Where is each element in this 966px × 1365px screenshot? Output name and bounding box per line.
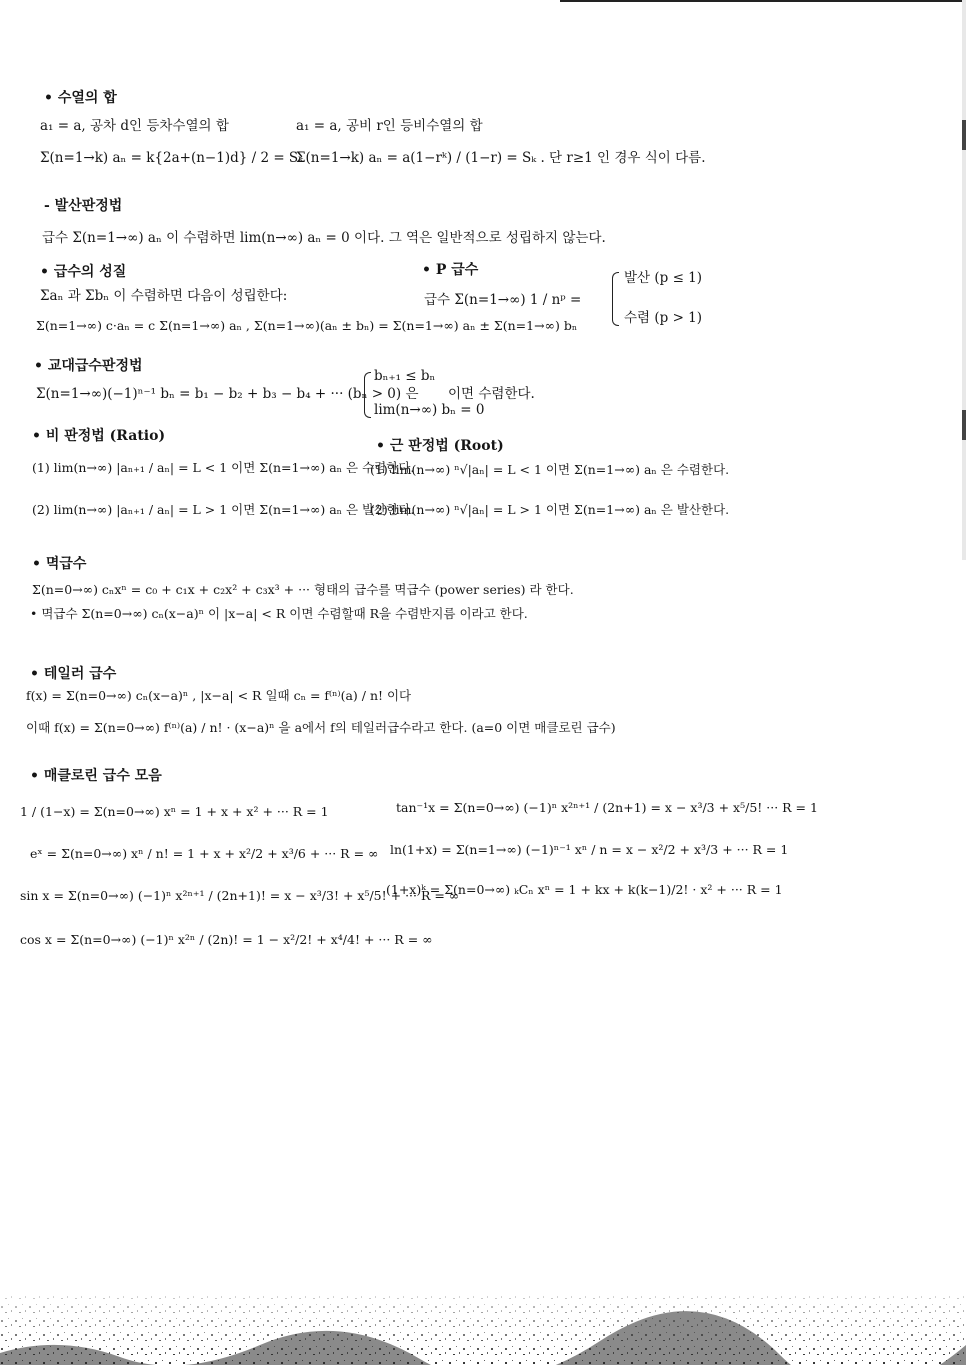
alternating-test-heading: • 교대급수판정법 <box>34 358 143 374</box>
alternating-test-conclusion: 이면 수렴한다. <box>448 386 535 402</box>
alternating-test-cond1: bₙ₊₁ ≤ bₙ <box>374 368 436 384</box>
series-properties-line1: Σaₙ 과 Σbₙ 이 수렴하면 다음이 성립한다: <box>40 288 288 304</box>
alternating-test-brace <box>364 372 371 418</box>
series-sum-heading: • 수열의 합 <box>44 90 117 106</box>
root-test-heading: • 근 판정법 (Root) <box>376 438 504 454</box>
ratio-test-heading: • 비 판정법 (Ratio) <box>32 428 166 444</box>
ratio-test-item2: (2) lim(n→∞) |aₙ₊₁ / aₙ| = L > 1 이면 Σ(n=1→∞) aₙ 은 발산한다. <box>32 502 415 517</box>
p-series-case-diverge: 발산 (p ≤ 1) <box>624 270 703 286</box>
series-properties-line2: Σ(n=1→∞) c·aₙ = c Σ(n=1→∞) aₙ , Σ(n=1→∞)(aₙ ± bₙ) = Σ(n=1→∞) aₙ ± Σ(n=1→∞) bₙ <box>36 318 578 333</box>
maclaurin-geometric: 1 / (1−x) = Σ(n=0→∞) xⁿ = 1 + x + x² + ··· R = 1 <box>20 804 329 819</box>
maclaurin-heading: • 매클로린 급수 모음 <box>30 768 162 784</box>
maclaurin-binomial: (1+x)ᵏ = Σ(n=0→∞) ₖCₙ xⁿ = 1 + kx + k(k−1)/2! · x² + ··· R = 1 <box>386 882 783 897</box>
maclaurin-ln: ln(1+x) = Σ(n=1→∞) (−1)ⁿ⁻¹ xⁿ / n = x − x²/2 + x³/3 + ··· R = 1 <box>390 842 789 857</box>
divergence-test-text: 급수 Σ(n=1→∞) aₙ 이 수렴하면 lim(n→∞) aₙ = 0 이다. 그 역은 일반적으로 성립하지 않는다. <box>42 230 606 246</box>
maclaurin-sin: sin x = Σ(n=0→∞) (−1)ⁿ x²ⁿ⁺¹ / (2n+1)! = x − x³/3! + x⁵/5! + ··· R = ∞ <box>20 888 460 903</box>
page-edge-shadow <box>962 0 966 560</box>
alternating-test-cond2: lim(n→∞) bₙ = 0 <box>374 402 485 418</box>
geo-series-formula: Σ(n=1→k) aₙ = a(1−rᵏ) / (1−r) = Sₖ . 단 r≥1 인 경우 식이 다름. <box>296 150 706 166</box>
top-edge-line <box>560 0 966 2</box>
p-series-case-converge: 수렴 (p > 1) <box>624 310 703 326</box>
maclaurin-cos: cos x = Σ(n=0→∞) (−1)ⁿ x²ⁿ / (2n)! = 1 − x²/2! + x⁴/4! + ··· R = ∞ <box>20 932 433 947</box>
arith-series-label: a₁ = a, 공차 d인 등차수열의 합 <box>40 118 229 134</box>
maclaurin-exp: eˣ = Σ(n=0→∞) xⁿ / n! = 1 + x + x²/2 + x³/6 + ··· R = ∞ <box>30 846 379 861</box>
arith-series-formula: Σ(n=1→k) aₙ = k{2a+(n−1)d} / 2 = Sₖ <box>40 150 304 166</box>
scan-noise-texture <box>0 1275 966 1365</box>
root-test-item2: (2) lim(n→∞) ⁿ√|aₙ| = L > 1 이면 Σ(n=1→∞) aₙ 은 발산한다. <box>370 502 730 517</box>
ratio-test-item1: (1) lim(n→∞) |aₙ₊₁ / aₙ| = L < 1 이면 Σ(n=1→∞) aₙ 은 수렴한다. <box>32 460 415 475</box>
taylor-series-line2: 이때 f(x) = Σ(n=0→∞) f⁽ⁿ⁾(a) / n! · (x−a)ⁿ 을 a에서 f의 테일러급수라고 한다. (a=0 이면 매클로린 급수) <box>26 720 616 735</box>
taylor-series-heading: • 테일러 급수 <box>30 666 117 682</box>
p-series-lhs: 급수 Σ(n=1→∞) 1 / nᵖ = <box>424 292 582 308</box>
taylor-series-line1: f(x) = Σ(n=0→∞) cₙ(x−a)ⁿ , |x−a| < R 일때 cₙ = f⁽ⁿ⁾(a) / n! 이다 <box>26 688 412 703</box>
maclaurin-arctan: tan⁻¹x = Σ(n=0→∞) (−1)ⁿ x²ⁿ⁺¹ / (2n+1) = x − x³/3 + x⁵/5! ··· R = 1 <box>396 800 818 815</box>
power-series-radius: • 멱급수 Σ(n=0→∞) cₙ(x−a)ⁿ 이 |x−a| < R 이면 수렴할때 R을 수렴반지름 이라고 한다. <box>30 606 528 621</box>
root-test-item1: (1) lim(n→∞) ⁿ√|aₙ| = L < 1 이면 Σ(n=1→∞) aₙ 은 수렴한다. <box>370 462 730 477</box>
geo-series-label: a₁ = a, 공비 r인 등비수열의 합 <box>296 118 483 134</box>
power-series-def: Σ(n=0→∞) cₙxⁿ = c₀ + c₁x + c₂x² + c₃x³ + ··· 형태의 급수를 멱급수 (power series) 라 한다. <box>32 582 574 597</box>
p-series-heading: • P 급수 <box>422 262 479 278</box>
alternating-test-formula: Σ(n=1→∞)(−1)ⁿ⁻¹ bₙ = b₁ − b₂ + b₃ − b₄ + ··· (bₙ > 0) 은 <box>36 386 419 402</box>
divergence-test-heading: - 발산판정법 <box>44 198 123 214</box>
series-properties-heading: • 급수의 성질 <box>40 264 127 280</box>
power-series-heading: • 멱급수 <box>32 556 87 572</box>
p-series-brace <box>612 272 619 326</box>
